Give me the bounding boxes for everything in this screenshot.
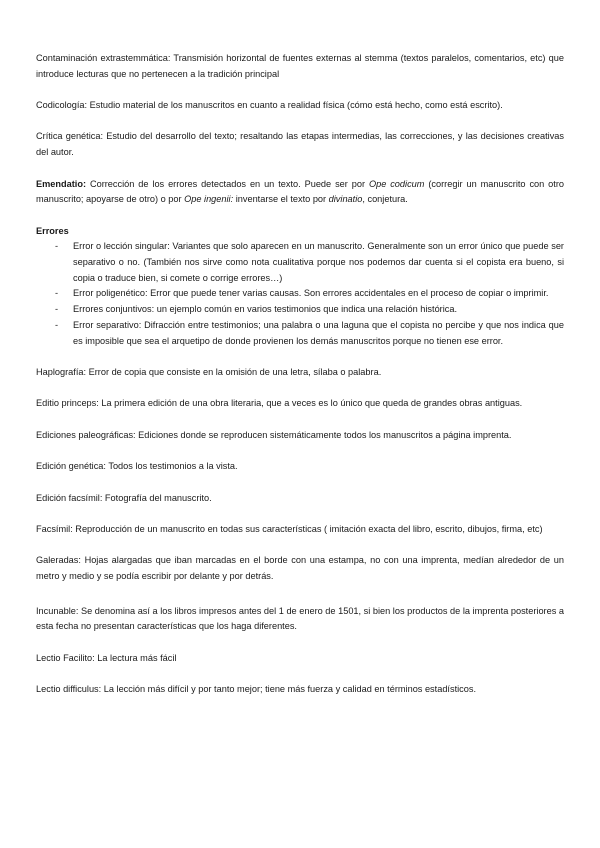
entry-ediciones-paleograficas: Ediciones paleográficas: Ediciones donde se reproducen sistemáticamente todos los manuscritos a página imprenta. — [36, 429, 512, 440]
entry-codicologia: Codicología: Estudio material de los manuscritos en cuanto a realidad física (cómo está hecho, como está escrito). — [36, 100, 503, 111]
entry-emendatio: Emendatio: Corrección de los errores detectados en un texto. Puede ser por Ope codicum (corregir un manuscrito con otro manuscrito; apoyarse de otro) o por Ope ingenii: inventarse el texto por divinatio, conjetura. — [36, 178, 564, 205]
errores-list — [36, 239, 564, 349]
list-item: - Error poligenético: Error que puede tener varias causas. Son errores accidentales en el proceso de copiar o imprimir. — [55, 288, 549, 299]
entry-edicion-genetica: Edición genética: Todos los testimonios a la vista. — [36, 461, 238, 472]
entry-edicion-facsimil: Edición facsímil: Fotografía del manuscrito. — [36, 492, 212, 503]
list-item: - Error separativo: Difracción entre testimonios; una palabra o una laguna que el copista no percibe y que nos indica que es imposible que sea el arquetipo de donde provienen los demás manuscritos porque no tienen ese error. — [55, 319, 564, 346]
list-item: - Errores conjuntivos: un ejemplo común en varios testimonios que indica una relación histórica. — [55, 304, 458, 315]
entry-critica-genetica: Crítica genética: Estudio del desarrollo del texto; resaltando las etapas intermedias, las correcciones, y las decisiones creativas del autor. — [36, 131, 564, 158]
entry-facsimil: Facsímil: Reproducción de un manuscrito en todas sus características ( imitación exacta del libro, escrito, dibujos, firma, etc) — [36, 523, 543, 534]
term-emendatio: Emendatio: — [36, 178, 87, 189]
entry-galeradas: Galeradas: Hojas alargadas que iban marcadas en el borde con una estampa, no con una imprenta, medían alrededor de un metro y medio y se podía escribir por delante y por detrás. — [36, 555, 564, 582]
document-page — [36, 51, 564, 698]
entry-editio-princeps: Editio princeps: La primera edición de una obra literaria, que a veces es lo único que queda de grandes obras antiguas. — [36, 398, 523, 409]
errores-heading: Errores — [36, 225, 69, 236]
entry-lectio-difficulus: Lectio difficulus: La lección más difícil y por tanto mejor; tiene más fuerza y calidad en términos estadísticos. — [36, 684, 477, 695]
entry-incunable: Incunable: Se denomina así a los libros impresos antes del 1 de enero de 1501, si bien los productos de la imprenta posteriores a esta fecha no presentan características que los haga diferentes. — [36, 605, 564, 632]
entry-haplografia: Haplografía: Error de copia que consiste en la omisión de una letra, sílaba o palabra. — [36, 366, 382, 377]
entry-lectio-facilito: Lectio Facilito: La lectura más fácil — [36, 652, 177, 663]
list-item: - Error o lección singular: Variantes que solo aparecen en un manuscrito. Generalmente son un error único que puede ser separativo o no. (También nos sirve como nota cualitativa porque nos podemos dar cuenta si el copista era bueno, si copia o traduce bien, si comete o corrige errores…) — [55, 241, 564, 283]
entry-contaminacion: Contaminación extrastemmática: Transmisión horizontal de fuentes externas al stemma (textos paralelos, comentarios, etc) que introduce lecturas que no pertenecen a la tradición principal — [36, 53, 564, 79]
